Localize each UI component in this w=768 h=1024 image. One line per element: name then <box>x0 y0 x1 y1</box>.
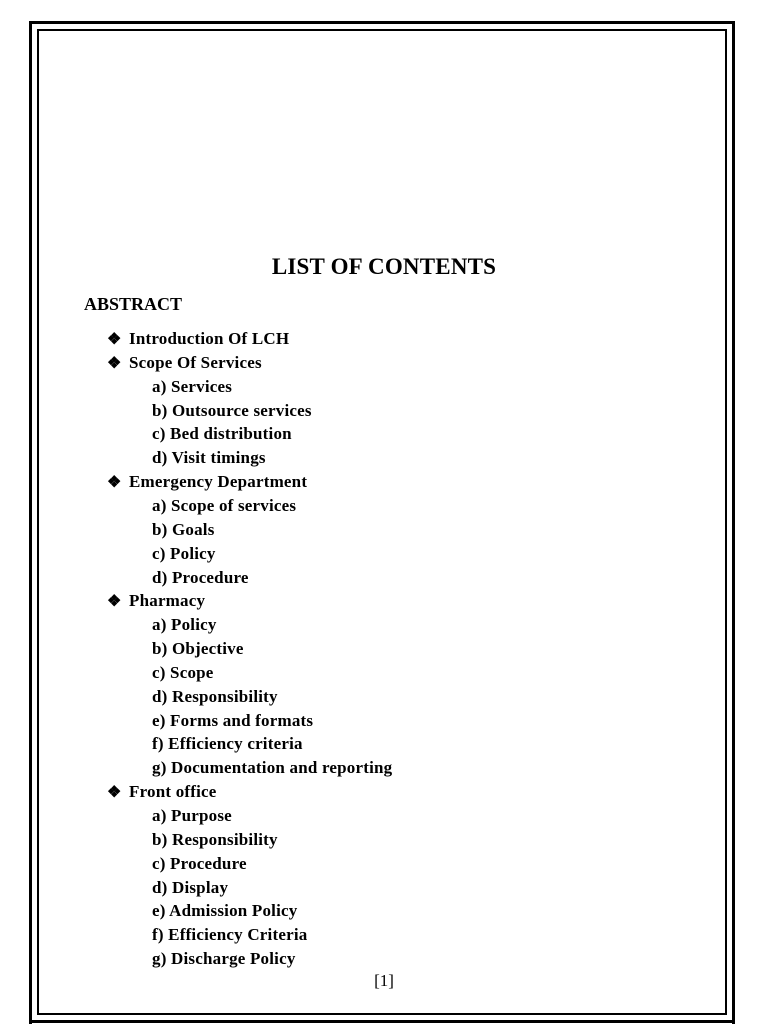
diamond-bullet-icon: ❖ <box>107 593 122 611</box>
toc-item-label: b) Outsource services <box>152 400 312 420</box>
abstract-heading: ABSTRACT <box>84 294 183 314</box>
toc-subitem <box>152 519 215 541</box>
diamond-bullet-icon: ❖ <box>107 474 122 492</box>
toc-section-item <box>107 471 307 494</box>
toc-item-label: Emergency Department <box>129 472 308 492</box>
toc-subitem <box>152 710 313 732</box>
toc-subitem <box>152 948 296 970</box>
toc-item-label: c) Scope <box>152 662 214 682</box>
toc-section-item <box>107 590 205 613</box>
toc-item-label: b) Responsibility <box>152 829 278 849</box>
toc-subitem <box>152 805 232 827</box>
toc-section-item <box>107 328 289 351</box>
toc-subitem <box>152 543 216 565</box>
toc-item-label: d) Display <box>152 877 229 897</box>
toc-subitem <box>152 757 392 779</box>
toc-subitem <box>152 638 244 660</box>
diamond-bullet-icon: ❖ <box>107 354 122 372</box>
toc-item-label: e) Forms and formats <box>152 710 314 730</box>
toc-item-label: d) Responsibility <box>152 686 278 706</box>
page-border-bottom <box>29 1020 735 1023</box>
toc-section-item <box>107 781 217 804</box>
toc-subitem <box>152 686 278 708</box>
toc-subitem <box>152 495 296 517</box>
toc-item-label: a) Purpose <box>152 806 232 825</box>
toc-item-label: f) Efficiency Criteria <box>152 925 308 945</box>
toc-item-label: a) Policy <box>152 615 217 635</box>
toc-item-label: c) Policy <box>152 543 216 563</box>
toc-subitem <box>152 733 303 755</box>
toc-item-label: Introduction Of LCH <box>129 329 290 348</box>
toc-subitem <box>152 400 312 422</box>
toc-item-label: Pharmacy <box>129 591 206 611</box>
diamond-bullet-icon: ❖ <box>107 331 122 348</box>
toc-item-label: d) Procedure <box>152 567 249 587</box>
toc-subitem <box>152 376 232 398</box>
toc-subitem <box>152 567 249 589</box>
toc-item-label: a) Scope of services <box>152 495 297 515</box>
toc-subitem <box>152 924 307 946</box>
toc-item-label: d) Visit timings <box>152 448 266 468</box>
toc-subitem <box>152 447 266 469</box>
toc-item-label: g) Discharge Policy <box>152 949 296 969</box>
toc-section-item <box>107 352 262 375</box>
toc-item-label: b) Objective <box>152 639 244 659</box>
page-border-inner <box>37 29 727 1015</box>
diamond-bullet-icon: ❖ <box>107 784 122 802</box>
toc-subitem <box>152 423 292 445</box>
toc-item-label: g) Documentation and reporting <box>152 758 393 778</box>
toc-item-label: Front office <box>129 782 217 802</box>
toc-item-label: f) Efficiency criteria <box>152 734 303 754</box>
toc-subitem <box>152 900 297 922</box>
toc-item-label: c) Procedure <box>152 853 247 873</box>
toc-item-label: c) Bed distribution <box>152 424 292 444</box>
toc-subitem <box>152 877 228 899</box>
toc-subitem <box>152 662 214 684</box>
toc-subitem <box>152 614 217 636</box>
page-title: LIST OF CONTENTS <box>271 254 497 279</box>
toc-subitem <box>152 829 278 851</box>
toc-item-label: Scope Of Services <box>129 352 262 372</box>
toc-subitem <box>152 853 247 875</box>
toc-item-label: e) Admission Policy <box>152 901 298 921</box>
toc-item-label: b) Goals <box>152 519 215 539</box>
toc-item-label: a) Services <box>152 376 233 396</box>
page-number: [1] <box>374 971 394 990</box>
